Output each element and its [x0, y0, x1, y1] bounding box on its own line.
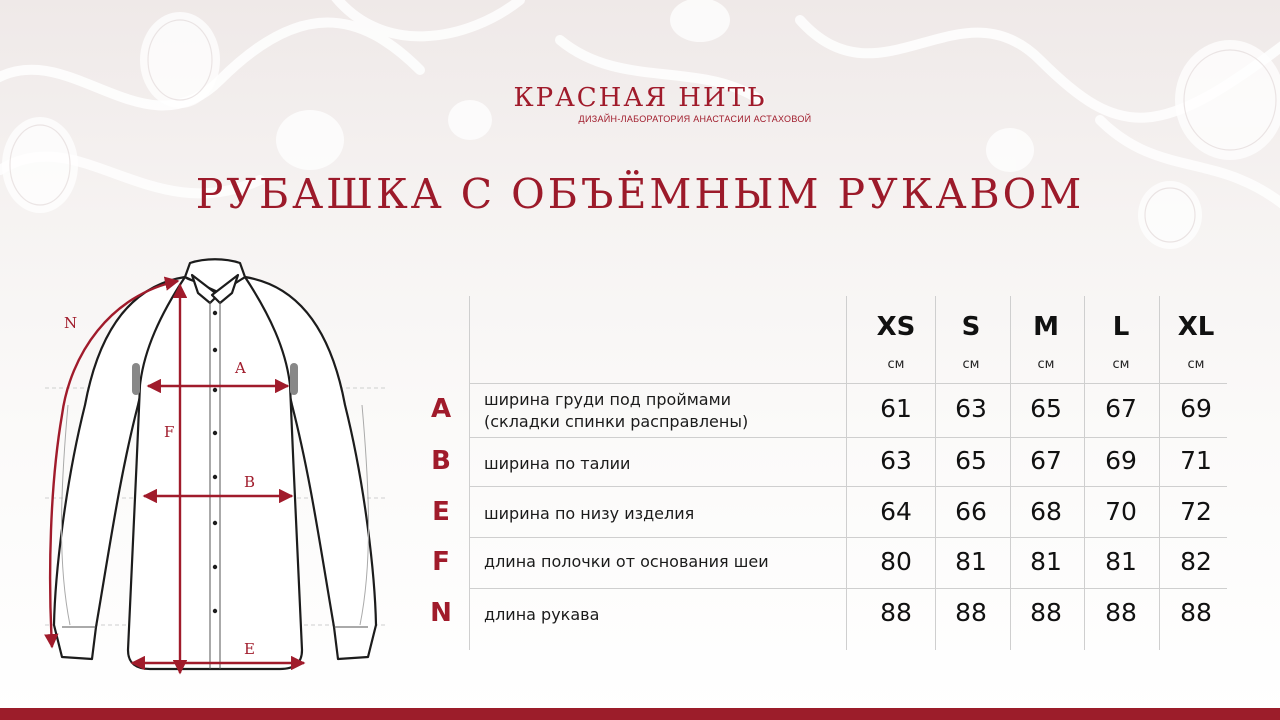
diagram-label-b: B: [244, 473, 256, 491]
table-cell: 65: [955, 446, 987, 475]
table-cell: 67: [1030, 446, 1062, 475]
table-cell: 80: [880, 547, 912, 576]
row-description-e: [484, 503, 844, 525]
row-description-line: ширина по талии: [484, 454, 631, 473]
size-unit: см: [1112, 357, 1130, 372]
table-cell: 61: [880, 394, 912, 423]
table-cell: 88: [1105, 598, 1137, 627]
table-cell: 63: [880, 446, 912, 475]
table-cell: 66: [955, 497, 987, 526]
row-description-f: [484, 551, 844, 573]
table-cell: 70: [1105, 497, 1137, 526]
row-letter-a: A: [430, 394, 452, 424]
table-cell: 88: [1030, 598, 1062, 627]
row-description-line: (складки спинки расправлены): [484, 412, 749, 431]
table-cell: 69: [1105, 446, 1137, 475]
table-cell: 88: [1180, 598, 1212, 627]
table-cell: 69: [1180, 394, 1212, 423]
table-cell: 71: [1180, 446, 1212, 475]
size-header-m: M: [1033, 312, 1059, 342]
table-cell: 64: [880, 497, 912, 526]
row-description-line: длина рукава: [484, 605, 600, 624]
size-unit: см: [1187, 357, 1205, 372]
page-title: РУБАШКА С ОБЪЁМНЫМ РУКАВОМ: [195, 170, 1085, 218]
row-letter-n: N: [430, 598, 452, 628]
size-header-l: L: [1112, 312, 1130, 342]
row-description-line: длина полочки от основания шеи: [484, 552, 769, 571]
brand-header: [0, 84, 1280, 124]
size-header-xl: XL: [1177, 312, 1215, 342]
table-row-divider: [470, 486, 1227, 487]
size-header-s: S: [961, 312, 981, 342]
table-cell: 65: [1030, 394, 1062, 423]
row-description-n: [484, 604, 844, 626]
diagram-label-e: E: [244, 640, 255, 658]
row-description-a: [484, 389, 844, 433]
table-cell: 63: [955, 394, 987, 423]
lace-ornament-background: [0, 0, 1280, 260]
row-letter-e: E: [432, 497, 450, 527]
size-unit: см: [962, 357, 980, 372]
table-cell: 82: [1180, 547, 1212, 576]
brand-subtitle: ДИЗАЙН-ЛАБОРАТОРИЯ АНАСТАСИИ АСТАХОВОЙ: [578, 114, 812, 124]
table-cell: 81: [1030, 547, 1062, 576]
table-row-divider: [470, 588, 1227, 589]
table-cell: 67: [1105, 394, 1137, 423]
row-description-line: ширина груди под проймами: [484, 390, 732, 409]
table-vertical-divider: [846, 296, 847, 650]
shirt-diagram: [40, 255, 420, 695]
row-description-b: [484, 453, 844, 475]
brand-name: КРАСНАЯ НИТЬ: [513, 83, 767, 113]
table-row-divider: [470, 537, 1227, 538]
table-cell: 88: [880, 598, 912, 627]
diagram-label-n: N: [64, 314, 78, 332]
diagram-label-f: F: [164, 423, 175, 441]
diagram-label-a: A: [235, 359, 246, 377]
size-header-xs: XS: [876, 312, 916, 342]
table-cell: 81: [1105, 547, 1137, 576]
table-cell: 81: [955, 547, 987, 576]
table-cell: 88: [955, 598, 987, 627]
size-unit: см: [1037, 357, 1055, 372]
row-letter-f: F: [432, 547, 450, 577]
row-description-line: ширина по низу изделия: [484, 504, 695, 523]
bottom-accent-bar: [0, 708, 1280, 720]
table-cell: 68: [1030, 497, 1062, 526]
table-cell: 72: [1180, 497, 1212, 526]
table-row-divider: [470, 437, 1227, 438]
table-vertical-divider: [469, 296, 470, 650]
size-unit: см: [887, 357, 905, 372]
row-letter-b: B: [431, 446, 451, 476]
table-row-divider: [470, 383, 1227, 384]
